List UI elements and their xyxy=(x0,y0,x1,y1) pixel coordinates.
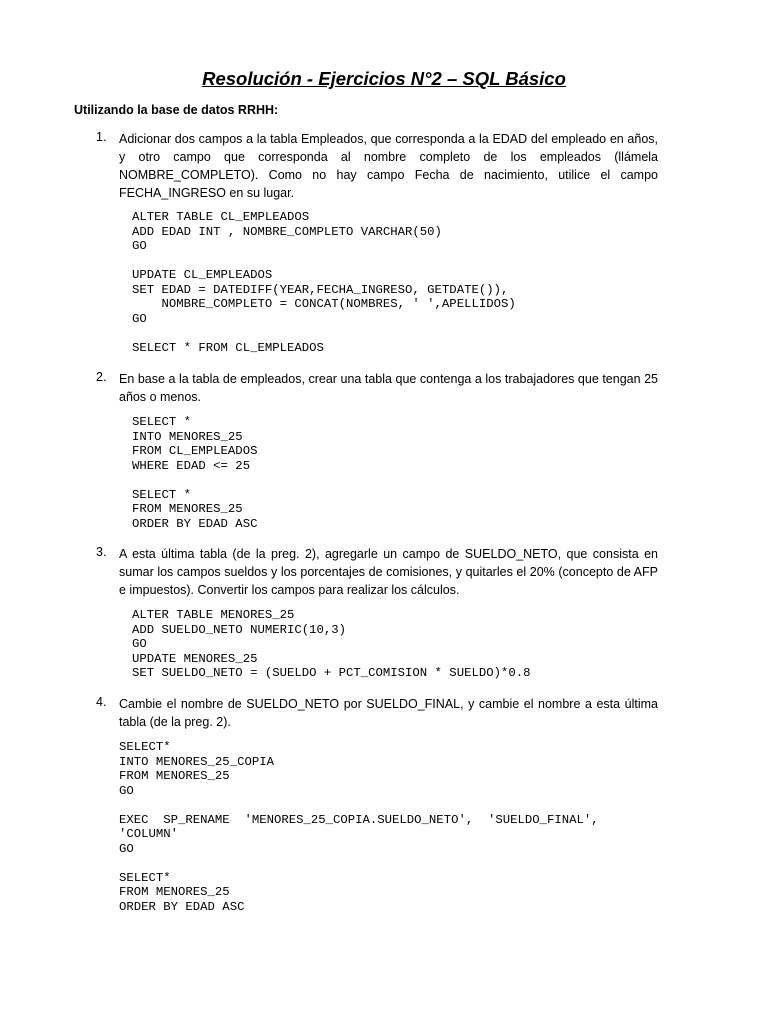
question-4-code: SELECT* INTO MENORES_25_COPIA FROM MENORES_25 GO EXEC SP_RENAME 'MENORES_25_COPIA.SUELDO_NETO', 'SUELDO_FINAL', 'COLUMN' GO SELECT* FROM MENORES_25 ORDER BY EDAD ASC xyxy=(119,740,599,914)
question-1-code: ALTER TABLE CL_EMPLEADOS ADD EDAD INT , NOMBRE_COMPLETO VARCHAR(50) GO UPDATE CL_EMPLEADOS SET EDAD = DATEDIFF(YEAR,FECHA_INGRESO, GETDATE()), NOMBRE_COMPLETO = CONCAT(NOMBRES, ' ',APELLIDOS) GO SELECT * FROM CL_EMPLEADOS xyxy=(132,210,516,355)
question-2-code: SELECT * INTO MENORES_25 FROM CL_EMPLEADOS WHERE EDAD <= 25 SELECT * FROM MENORES_25 ORDER BY EDAD ASC xyxy=(132,415,258,531)
question-4-number: 4. xyxy=(96,695,107,709)
question-3-number: 3. xyxy=(96,545,107,559)
question-1-number: 1. xyxy=(96,130,107,144)
question-2-text: En base a la tabla de empleados, crear una tabla que contenga a los trabajadores que tengan 25 años o menos. xyxy=(119,372,658,404)
question-3-code: ALTER TABLE MENORES_25 ADD SUELDO_NETO NUMERIC(10,3) GO UPDATE MENORES_25 SET SUELDO_NETO = (SUELDO + PCT_COMISION * SUELDO)*0.8 xyxy=(132,608,531,680)
question-4-text: Cambie el nombre de SUELDO_NETO por SUELDO_FINAL, y cambie el nombre a esta última tabla (de la preg. 2). xyxy=(119,697,658,729)
question-1-text: Adicionar dos campos a la tabla Empleados, que corresponda a la EDAD del empleado en años, y otro campo que corresponda al nombre completo de los empleados (llámela NOMBRE_COMPLETO). Como no hay campo Fecha de nacimiento, utilice el campo FECHA_INGRESO en su lugar. xyxy=(119,132,658,200)
intro-text: Utilizando la base de datos RRHH: xyxy=(74,103,279,117)
question-3-text: A esta última tabla (de la preg. 2), agregarle un campo de SUELDO_NETO, que consista en sumar los campos sueldos y los porcentajes de comisiones, y quitarles el 20% (concepto de AFP e impuestos). Convertir los campos para realizar los cálculos. xyxy=(119,547,658,597)
question-2-number: 2. xyxy=(96,370,107,384)
document-title: Resolución - Ejercicios N°2 – SQL Básico xyxy=(202,68,566,89)
